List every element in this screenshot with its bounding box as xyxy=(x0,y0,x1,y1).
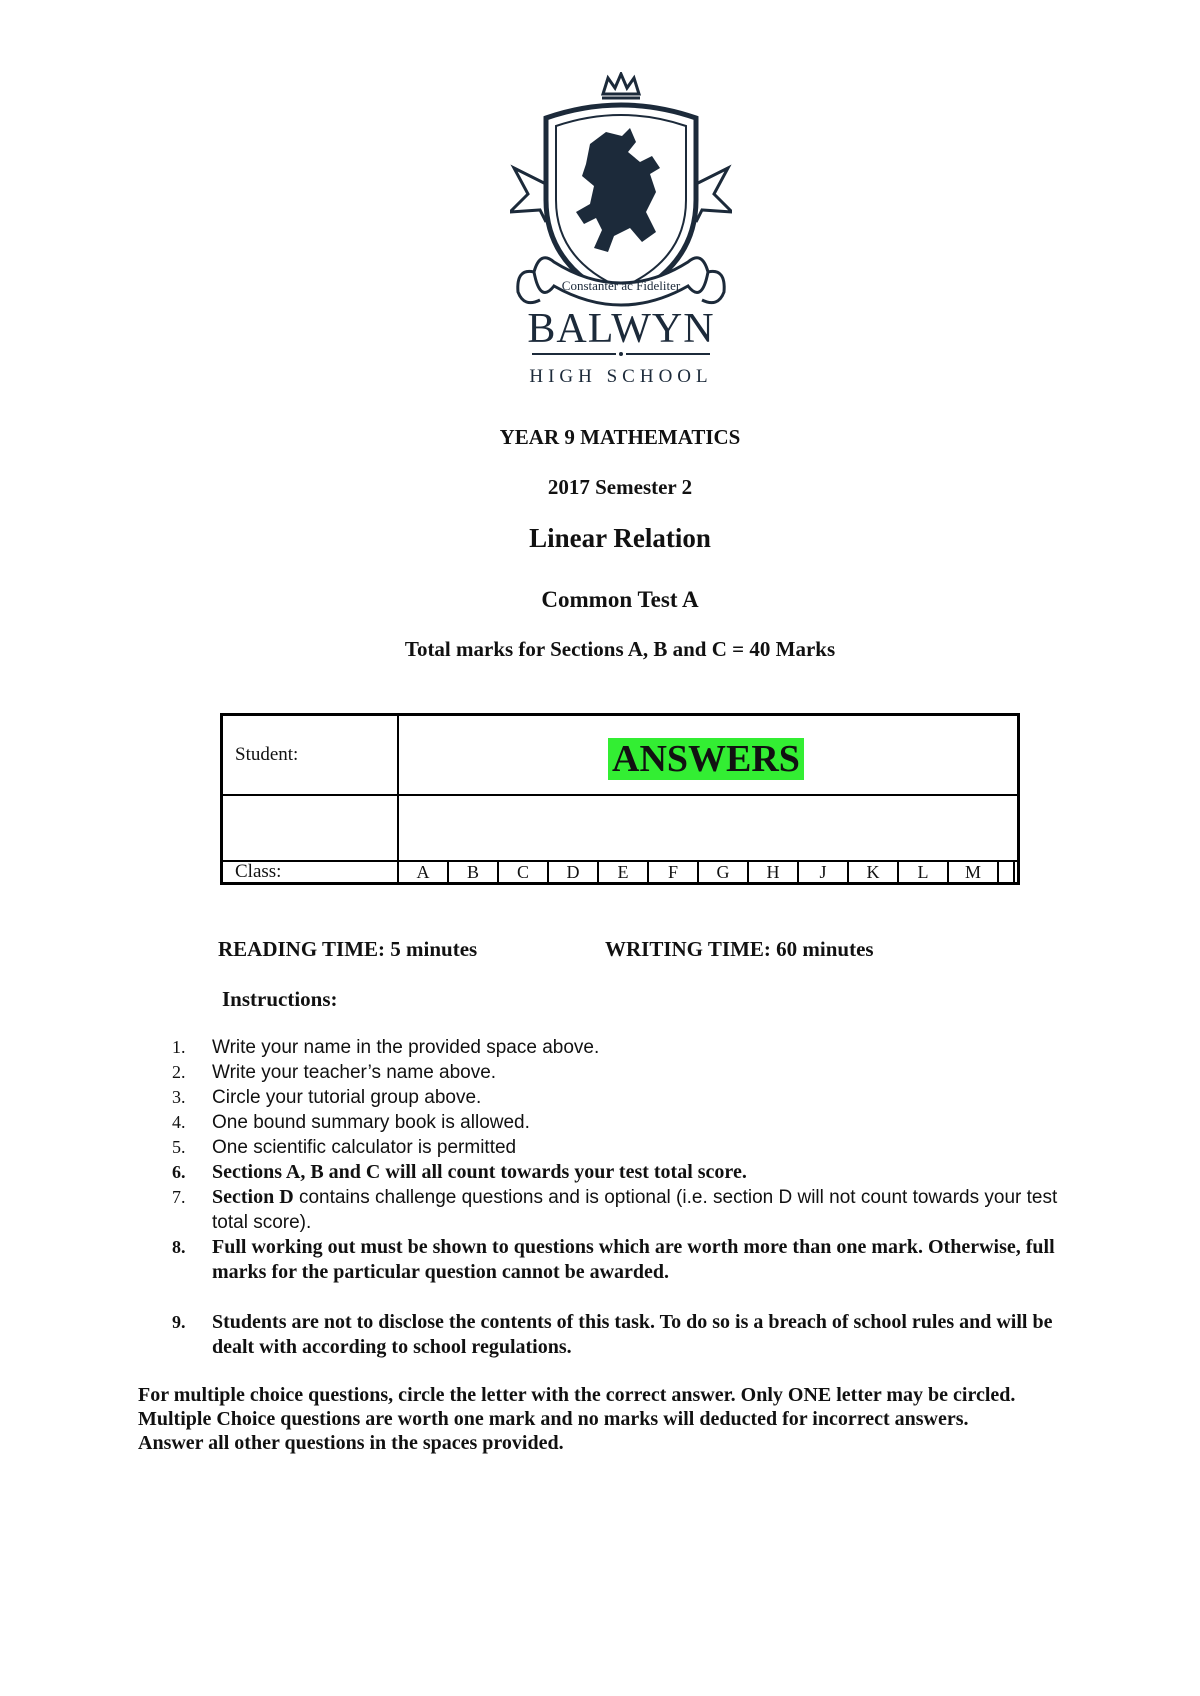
class-option-j[interactable]: J xyxy=(799,862,849,882)
student-name-value[interactable]: ANSWERS xyxy=(608,738,804,780)
other-questions-instruction: Answer all other questions in the spaces provided. xyxy=(138,1432,564,1454)
page-title: Linear Relation xyxy=(529,523,711,553)
instruction-number: 4. xyxy=(172,1112,186,1132)
instruction-item xyxy=(170,1185,1090,1235)
semester-heading: 2017 Semester 2 xyxy=(547,475,693,499)
school-crest-logo xyxy=(510,72,732,392)
class-option-b[interactable]: B xyxy=(449,862,499,882)
test-name: Common Test A xyxy=(541,587,699,612)
class-option-d[interactable]: D xyxy=(549,862,599,882)
multiple-choice-marking: Multiple Choice questions are worth one mark and no marks will deducted for incorrect answers. xyxy=(138,1408,969,1430)
crest-name: BALWYN xyxy=(527,306,715,352)
instruction-text: One scientific calculator is permitted xyxy=(212,1137,517,1158)
instruction-item xyxy=(170,1160,1090,1185)
instruction-item xyxy=(170,1310,1090,1360)
class-option-h[interactable]: H xyxy=(749,862,799,882)
instruction-number: 7. xyxy=(172,1187,186,1207)
class-option-l[interactable]: L xyxy=(899,862,949,882)
instruction-text: Circle your tutorial group above. xyxy=(212,1087,482,1108)
instruction-item xyxy=(170,1060,1090,1085)
student-label: Student: xyxy=(235,744,299,765)
instruction-text: Students are not to disclose the contents of this task. To do so is a breach of school rules and will be dealt with according to school regulations. xyxy=(212,1311,1053,1358)
table-divider xyxy=(397,716,399,882)
class-option-c[interactable]: C xyxy=(499,862,549,882)
instruction-item xyxy=(170,1235,1090,1285)
instruction-number: 3. xyxy=(172,1087,186,1107)
writing-time: WRITING TIME: 60 minutes xyxy=(605,937,874,961)
class-option-g[interactable]: G xyxy=(699,862,749,882)
class-option-a[interactable]: A xyxy=(399,862,449,882)
instruction-item xyxy=(170,1085,1090,1110)
instruction-number: 6. xyxy=(172,1162,186,1182)
instruction-text: contains challenge questions and is optional (i.e. section D will not count towards your test total score). xyxy=(212,1187,1058,1233)
instruction-number: 8. xyxy=(172,1237,186,1257)
reading-time: READING TIME: 5 minutes xyxy=(218,937,478,961)
instruction-item xyxy=(170,1135,1090,1160)
instruction-item xyxy=(170,1110,1090,1135)
instruction-text: One bound summary book is allowed. xyxy=(212,1112,530,1133)
class-option-k[interactable]: K xyxy=(849,862,899,882)
instruction-number: 5. xyxy=(172,1137,186,1157)
instruction-number: 9. xyxy=(172,1312,186,1332)
instruction-number: 2. xyxy=(172,1062,186,1082)
instructions-heading: Instructions: xyxy=(222,987,338,1011)
student-row xyxy=(223,716,1017,796)
year-heading: YEAR 9 MATHEMATICS xyxy=(499,425,741,449)
student-details-table xyxy=(220,713,1020,885)
crest-subtitle: HIGH SCHOOL xyxy=(529,366,713,387)
instruction-text: Sections A, B and C will all count towards your test total score. xyxy=(212,1161,747,1183)
crest-motto: Constanter ac Fideliter xyxy=(561,278,681,293)
class-options xyxy=(399,862,1015,882)
multiple-choice-instruction: For multiple choice questions, circle the letter with the correct answer. Only ONE letter may be circled. xyxy=(138,1384,1016,1406)
teacher-name-row[interactable] xyxy=(223,796,1017,862)
answer-instructions xyxy=(138,1383,1098,1455)
instruction-text: Write your name in the provided space above. xyxy=(212,1037,600,1058)
instructions-list xyxy=(170,1035,1090,1360)
instruction-text: Full working out must be shown to questions which are worth more than one mark. Otherwise, full marks for the particular question cannot be awarded. xyxy=(212,1236,1055,1283)
class-label: Class: xyxy=(235,861,282,882)
class-option-m[interactable]: M xyxy=(949,862,999,882)
class-row-end xyxy=(999,862,1015,882)
class-row xyxy=(223,862,1017,882)
class-option-f[interactable]: F xyxy=(649,862,699,882)
instruction-item xyxy=(170,1035,1090,1060)
total-marks: Total marks for Sections A, B and C = 40 Marks xyxy=(404,637,836,661)
instruction-bold-text: Section D xyxy=(212,1186,294,1208)
instruction-number: 1. xyxy=(172,1037,186,1057)
instruction-text: Write your teacher’s name above. xyxy=(212,1062,497,1083)
class-option-e[interactable]: E xyxy=(599,862,649,882)
